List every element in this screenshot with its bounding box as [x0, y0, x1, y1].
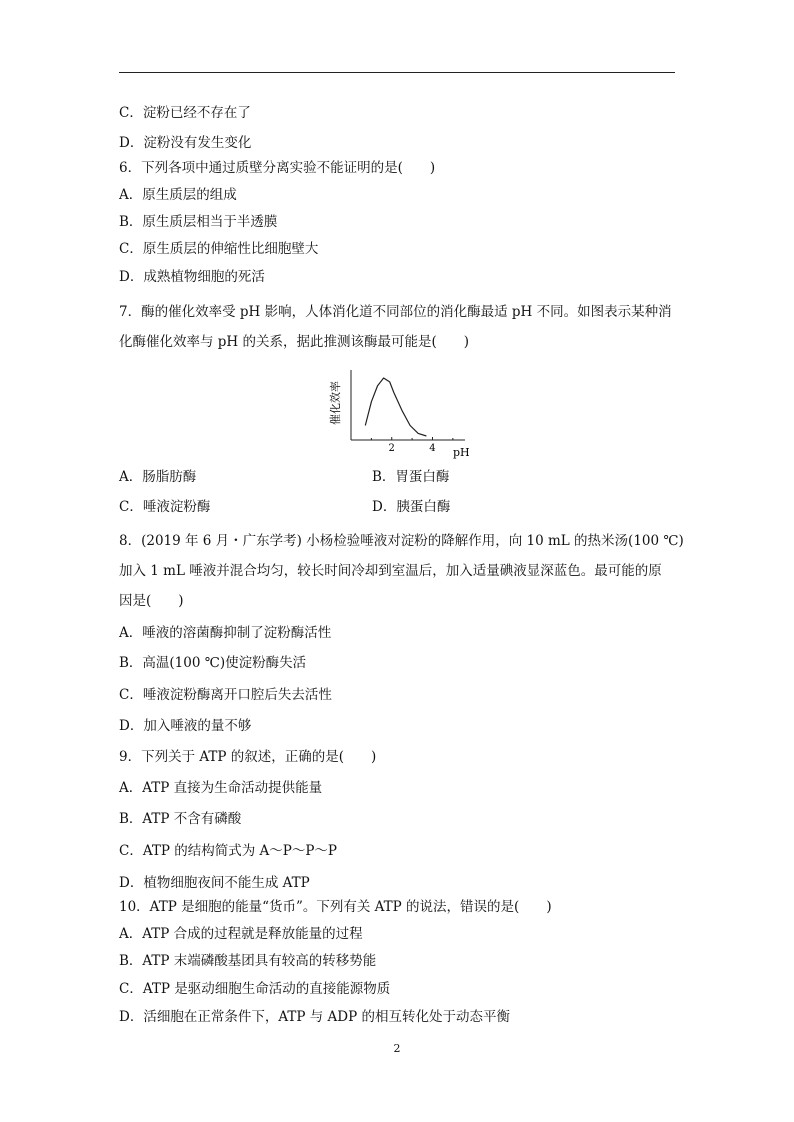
chart-marks: [365, 378, 426, 436]
q6-option-d: D．成熟植物细胞的死活: [119, 269, 265, 285]
q10-option-a: A．ATP 合成的过程就是释放能量的过程: [119, 926, 363, 942]
q8-stem-line3: 因是( ): [119, 593, 184, 609]
q7-option-a: A．肠脂肪酶: [119, 469, 197, 485]
q8-stem-line2: 加入 1 mL 唾液并混合均匀，较长时间冷却到室温后，加入适量碘液显深蓝色。最可能的原: [119, 563, 662, 579]
q9-option-c: C．ATP 的结构简式为 A～P～P～P: [119, 843, 338, 859]
y-axis-label: 催化效率: [329, 381, 342, 425]
q6-option-b: B．原生质层相当于半透膜: [119, 214, 278, 230]
q7-stem-line2: 化酶催化效率与 pH 的关系，据此推测该酶最可能是( ): [119, 334, 470, 350]
q10-stem: 10．ATP 是细胞的能量“货币”。下列有关 ATP 的说法，错误的是( ): [119, 899, 552, 915]
q5-option-d: D．淀粉没有发生变化: [119, 135, 252, 151]
chart-axes: [351, 370, 465, 454]
q9-stem: 9．下列关于 ATP 的叙述，正确的是( ): [119, 749, 377, 765]
q7-option-d: D．胰蛋白酶: [372, 499, 451, 515]
q7-option-c: C．唾液淀粉酶: [119, 499, 211, 515]
x-tick-label-4: 4: [429, 443, 436, 454]
header-rule: [119, 72, 675, 73]
q9-option-a: A．ATP 直接为生命活动提供能量: [119, 780, 323, 796]
q8-option-a: A．唾液的溶菌酶抑制了淀粉酶活性: [119, 625, 332, 641]
q8-stem-line1: 8．(2019 年 6 月・广东学考) 小杨检验唾液对淀粉的降解作用，向 10 mL 的热米汤(100 ℃): [119, 533, 684, 549]
q5-option-c: C．淀粉已经不存在了: [119, 105, 251, 121]
q6-stem: 6．下列各项中通过质壁分离实验不能证明的是( ): [119, 160, 436, 176]
q6-option-c: C．原生质层的伸缩性比细胞壁大: [119, 241, 319, 257]
series-line-0: [365, 378, 426, 436]
q9-option-d: D．植物细胞夜间不能生成 ATP: [119, 875, 310, 891]
x-tick-label-2: 2: [388, 443, 395, 454]
q10-option-c: C．ATP 是驱动细胞生命活动的直接能源物质: [119, 981, 391, 997]
q6-option-a: A．原生质层的组成: [119, 187, 237, 203]
q7-stem-line1: 7．酶的催化效率受 pH 影响，人体消化道不同部位的消化酶最适 pH 不同。如图表示某种消: [119, 304, 672, 320]
q10-option-d: D．活细胞在正常条件下，ATP 与 ADP 的相互转化处于动态平衡: [119, 1009, 510, 1025]
enzyme-ph-chart: [325, 368, 475, 460]
q8-option-b: B．高温(100 ℃)使淀粉酶失活: [119, 655, 307, 671]
q7-option-b: B．胃蛋白酶: [372, 469, 450, 485]
q9-option-b: B．ATP 不含有磷酸: [119, 811, 242, 827]
x-axis-label: pH: [453, 446, 470, 459]
q8-option-d: D．加入唾液的量不够: [119, 718, 252, 734]
page-number: 2: [393, 1042, 401, 1055]
q8-option-c: C．唾液淀粉酶离开口腔后失去活性: [119, 687, 332, 703]
q10-option-b: B．ATP 末端磷酸基团具有较高的转移势能: [119, 953, 377, 969]
